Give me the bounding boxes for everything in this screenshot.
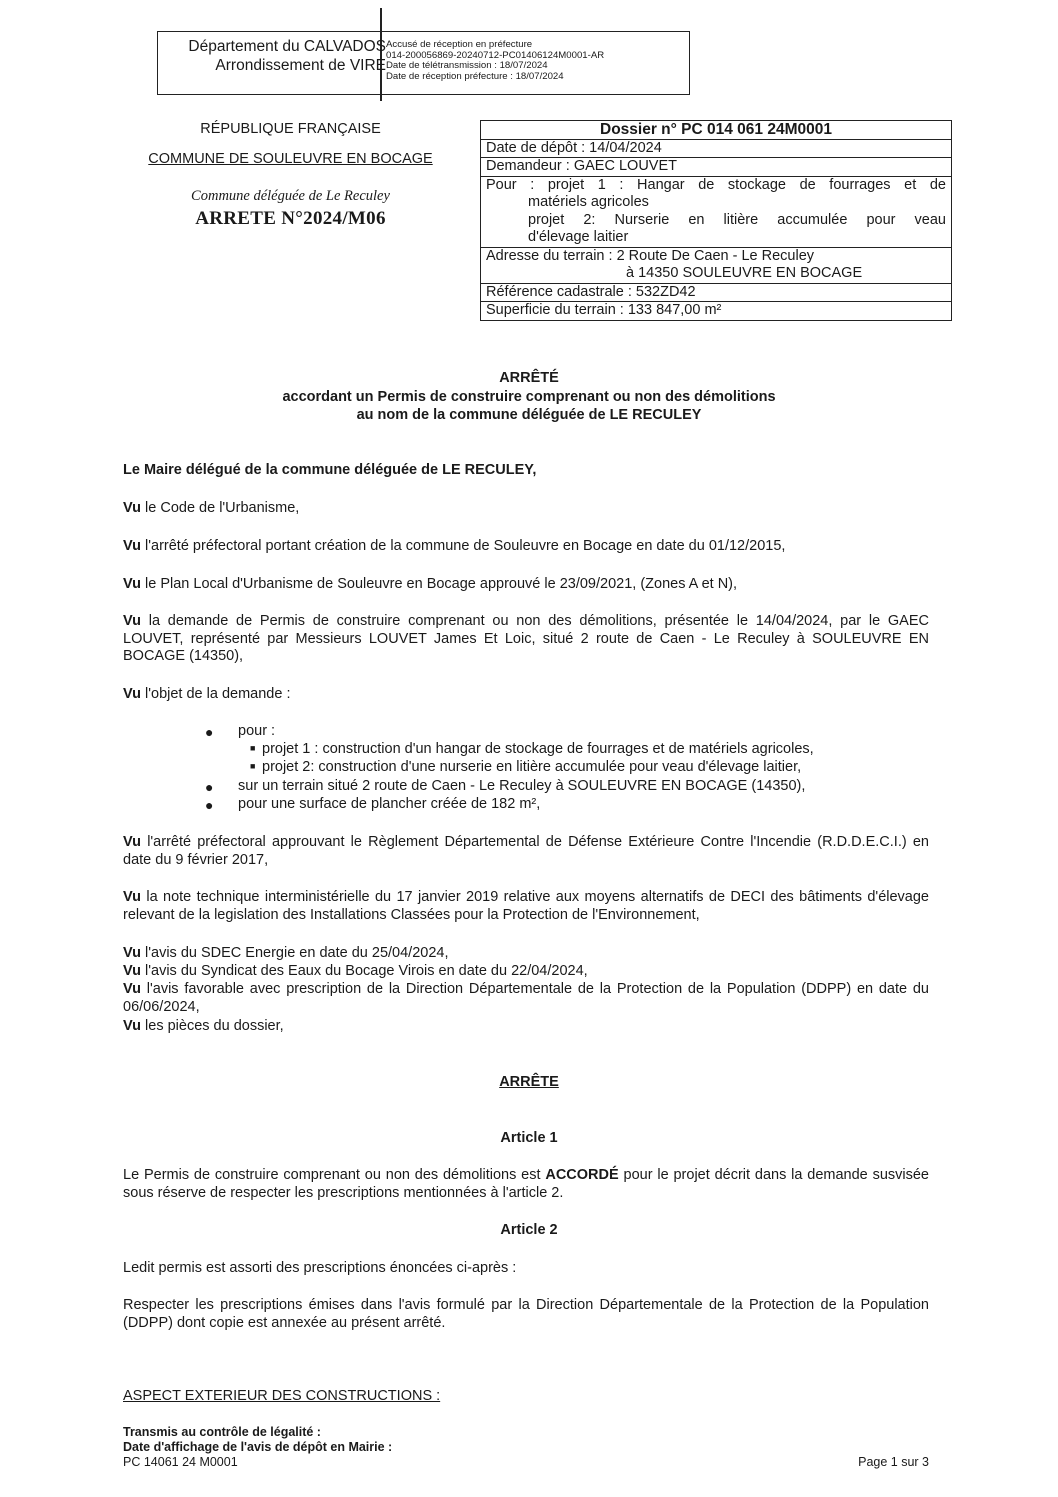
bullet-icon: ● xyxy=(205,797,214,813)
dossier-box xyxy=(480,120,952,321)
demandeur: Demandeur : GAEC LOUVET xyxy=(481,158,951,177)
page-number: Page 1 sur 3 xyxy=(858,1455,929,1469)
vu-text: les pièces du dossier, xyxy=(141,1018,284,1034)
commune-heading: COMMUNE DE SOULEUVRE EN BOCAGE xyxy=(148,151,433,167)
adresse-line: Adresse du terrain : 2 Route De Caen - Le Reculey xyxy=(486,247,815,264)
superficie: Superficie du terrain : 133 847,00 m² xyxy=(486,302,722,318)
vu-text: l'avis du SDEC Energie en date du 25/04/2024, xyxy=(141,945,449,961)
title-arrete: ARRÊTÉ xyxy=(499,370,559,386)
vu-word: Vu xyxy=(123,834,141,850)
footer-transmis: Transmis au contrôle de légalité : xyxy=(123,1425,321,1439)
article-1-text xyxy=(123,1167,929,1202)
vu-paragraph xyxy=(123,889,929,924)
pour-line: Pour : projet 1 : Hangar de stockage de fourrages et de xyxy=(486,176,946,193)
receipt-line: 014-200056869-20240712-PC01406124M0001-AR xyxy=(386,49,605,61)
vu-word: Vu xyxy=(123,500,141,516)
bullet-icon: ● xyxy=(205,779,214,795)
vu-paragraph xyxy=(123,613,929,666)
vu-word: Vu xyxy=(123,1018,141,1034)
article-1-part: pour le projet décrit dans la demande susvisée sous réserve de respecter les prescriptions mentionnées à l'article 2. xyxy=(123,1167,930,1201)
receipt-stamp xyxy=(386,40,604,82)
vu-word: Vu xyxy=(123,576,141,592)
vu-text: l'objet de la demande : xyxy=(141,686,291,702)
vu-paragraph xyxy=(123,500,929,518)
aspect-heading: ASPECT EXTERIEUR DES CONSTRUCTIONS : xyxy=(123,1388,441,1404)
vu-word: Vu xyxy=(123,889,141,905)
dossier-number: Dossier n° PC 014 061 24M0001 xyxy=(481,121,951,140)
bullet-item: pour une surface de plancher créée de 182 m², xyxy=(238,796,541,812)
vu-text: la demande de Permis de construire comprenant ou non des démolitions, présentée le 14/04/2024, par le GAEC LOUVET, représenté par Messieurs LOUVET James Et Loic, situé 2 route de Caen - Le Reculey à SOULEUVRE EN BOCAGE (14350), xyxy=(123,613,929,664)
sub-bullet-item: projet 1 : construction d'un hangar de stockage de fourrages et de matériels agricoles, xyxy=(262,741,814,757)
article-1-part: Le Permis de construire comprenant ou non des démolitions est xyxy=(123,1167,546,1183)
arrete-number: ARRETE N°2024/M06 xyxy=(195,208,386,229)
pour-block xyxy=(481,177,951,248)
bullet-item: pour : xyxy=(238,723,276,739)
vu-paragraph xyxy=(123,576,929,594)
accorde-word: ACCORDÉ xyxy=(545,1167,619,1183)
footer-affichage: Date d'affichage de l'avis de dépôt en Mairie : xyxy=(123,1440,393,1454)
vu-text: l'arrêté préfectoral approuvant le Règlement Départemental de Défense Extérieure Contre l'Incendie (R.D.D.E.C.I.) en date du 9 février 2017, xyxy=(123,834,929,868)
republique-heading: RÉPUBLIQUE FRANÇAISE xyxy=(200,121,381,137)
sub-bullet-item: projet 2: construction d'une nurserie en litière accumulée pour veau d'élevage laitier, xyxy=(262,759,802,775)
vu-paragraph xyxy=(123,686,929,704)
arrete-heading: ARRÊTE xyxy=(499,1074,559,1090)
receipt-line: Date de réception préfecture : 18/07/2024 xyxy=(386,70,564,82)
pour-line: matériels agricoles xyxy=(528,194,649,210)
vu-paragraph xyxy=(123,981,929,1016)
article-1-title: Article 1 xyxy=(500,1130,558,1146)
vu-paragraph xyxy=(123,834,929,869)
arrondissement-name: Arrondissement de VIRE xyxy=(215,57,386,74)
title-line: accordant un Permis de construire comprenant ou non des démolitions xyxy=(282,389,776,405)
adresse-line: à 14350 SOULEUVRE EN BOCAGE xyxy=(626,265,863,281)
receipt-line: Accusé de réception en préfecture xyxy=(386,39,533,50)
vu-paragraph xyxy=(123,1018,929,1036)
receipt-line: Date de télétransmission : 18/07/2024 xyxy=(386,60,548,72)
article-2-text: Respecter les prescriptions émises dans l'avis formulé par la Direction Départementale de la Protection de la Population (DDPP) dont copie est annexée au présent arrêté. xyxy=(123,1297,929,1331)
commune-deleguee: Commune déléguée de Le Reculey xyxy=(191,188,390,204)
vu-word: Vu xyxy=(123,538,141,554)
bullet-item: sur un terrain situé 2 route de Caen - Le Reculey à SOULEUVRE EN BOCAGE (14350), xyxy=(238,778,806,794)
vu-text: l'arrêté préfectoral portant création de la commune de Souleuvre en Bocage en date du 01/12/2015, xyxy=(141,538,786,554)
article-2-text: Ledit permis est assorti des prescriptions énoncées ci-après : xyxy=(123,1260,517,1276)
vu-word: Vu xyxy=(123,981,141,997)
title-line: au nom de la commune déléguée de LE RECULEY xyxy=(356,407,702,423)
footer-reference: PC 14061 24 M0001 xyxy=(123,1455,238,1469)
square-bullet-icon: ■ xyxy=(250,743,256,753)
reference-cadastrale: Référence cadastrale : 532ZD42 xyxy=(481,284,951,303)
article-2-title: Article 2 xyxy=(500,1222,558,1238)
vu-paragraph xyxy=(123,945,929,963)
vu-word: Vu xyxy=(123,686,141,702)
department-name: Département du CALVADOS xyxy=(188,38,386,55)
square-bullet-icon: ■ xyxy=(250,761,256,771)
pour-line: projet 2: Nurserie en litière accumulée pour veau xyxy=(528,211,946,228)
vu-word: Vu xyxy=(123,963,141,979)
vu-word: Vu xyxy=(123,613,141,629)
vu-paragraph xyxy=(123,963,929,981)
vu-text: l'avis du Syndicat des Eaux du Bocage Virois en date du 22/04/2024, xyxy=(141,963,588,979)
date-depot: Date de dépôt : 14/04/2024 xyxy=(481,140,951,159)
vu-paragraph xyxy=(123,538,929,556)
bullet-icon: ● xyxy=(205,724,214,740)
vu-text: le Plan Local d'Urbanisme de Souleuvre en Bocage approuvé le 23/09/2021, (Zones A et N), xyxy=(141,576,738,592)
department-block xyxy=(160,37,386,75)
vu-text: le Code de l'Urbanisme, xyxy=(141,500,300,516)
pour-line: d'élevage laitier xyxy=(528,229,629,245)
vu-text: l'avis favorable avec prescription de la Direction Départementale de la Protection de la Population (DDPP) en date du 06/06/2024, xyxy=(123,981,929,1015)
vu-word: Vu xyxy=(123,945,141,961)
maire-line: Le Maire délégué de la commune déléguée de LE RECULEY, xyxy=(123,462,537,478)
adresse-block xyxy=(481,248,951,284)
vu-text: la note technique interministérielle du 17 janvier 2019 relative aux moyens alternatifs de DECI des bâtiments d'élevage relevant de la legislation des Installations Classées pour la Protection de l'Environnement, xyxy=(123,889,929,923)
